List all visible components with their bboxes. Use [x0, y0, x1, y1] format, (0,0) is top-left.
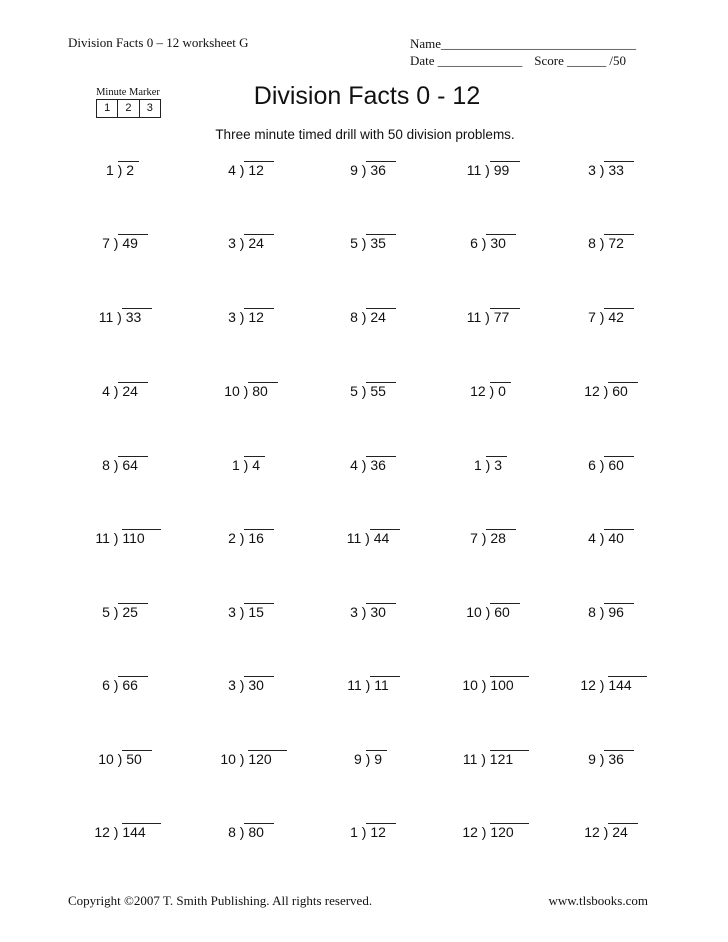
answer-line[interactable] [428, 592, 548, 604]
problem-text: 10 ) 80 [224, 383, 268, 399]
division-problem [186, 445, 306, 473]
problem-text: 6 ) 60 [588, 457, 624, 473]
division-problem [186, 223, 306, 251]
problem-text: 4 ) 40 [588, 530, 624, 546]
answer-line[interactable] [60, 445, 180, 457]
division-problem [546, 445, 666, 473]
answer-line[interactable] [186, 150, 306, 162]
division-problem [546, 150, 666, 178]
answer-line[interactable] [60, 371, 180, 383]
division-problem [308, 297, 428, 325]
problem-text: 2 ) 16 [228, 530, 264, 546]
answer-line[interactable] [60, 518, 180, 530]
problem-text: 10 ) 50 [98, 751, 142, 767]
answer-line[interactable] [60, 812, 180, 824]
answer-line[interactable] [546, 812, 666, 824]
division-problem [428, 665, 548, 693]
problem-text: 12 ) 144 [580, 677, 632, 693]
division-problem [546, 297, 666, 325]
minute-marker-cell[interactable]: 1 [97, 100, 118, 117]
problem-text: 9 ) 36 [350, 162, 386, 178]
problem-text: 3 ) 30 [228, 677, 264, 693]
problem-text: 8 ) 80 [228, 824, 264, 840]
answer-line[interactable] [428, 371, 548, 383]
division-problem [546, 223, 666, 251]
minute-marker-label: Minute Marker [96, 87, 160, 98]
division-problem [546, 739, 666, 767]
answer-line[interactable] [308, 592, 428, 604]
answer-line[interactable] [60, 739, 180, 751]
division-problem [60, 150, 180, 178]
division-problem [60, 297, 180, 325]
division-problem [428, 371, 548, 399]
problem-text: 7 ) 28 [470, 530, 506, 546]
problem-text: 12 ) 120 [462, 824, 514, 840]
answer-line[interactable] [60, 150, 180, 162]
problem-text: 3 ) 15 [228, 604, 264, 620]
answer-line[interactable] [186, 739, 306, 751]
name-date-score-block [410, 35, 636, 69]
answer-line[interactable] [308, 739, 428, 751]
division-problem [428, 518, 548, 546]
answer-line[interactable] [308, 812, 428, 824]
answer-line[interactable] [428, 223, 548, 235]
division-problem [186, 592, 306, 620]
division-problem [428, 223, 548, 251]
problem-text: 3 ) 33 [588, 162, 624, 178]
answer-line[interactable] [308, 665, 428, 677]
answer-line[interactable] [186, 665, 306, 677]
answer-line[interactable] [546, 445, 666, 457]
date-line: Date _____________ [410, 53, 523, 68]
answer-line[interactable] [308, 297, 428, 309]
answer-line[interactable] [308, 518, 428, 530]
answer-line[interactable] [546, 518, 666, 530]
answer-line[interactable] [546, 371, 666, 383]
problem-text: 5 ) 35 [350, 235, 386, 251]
problem-text: 1 ) 2 [105, 162, 134, 178]
answer-line[interactable] [60, 665, 180, 677]
answer-line[interactable] [546, 223, 666, 235]
division-problem [308, 812, 428, 840]
minute-marker-cell[interactable]: 3 [146, 102, 153, 114]
problem-text: 10 ) 60 [466, 604, 510, 620]
division-problem [428, 445, 548, 473]
answer-line[interactable] [308, 371, 428, 383]
division-problem [186, 812, 306, 840]
problem-text: 6 ) 66 [102, 677, 138, 693]
problem-text: 9 ) 9 [353, 751, 382, 767]
page-subtitle: Three minute timed drill with 50 division problems. [215, 127, 515, 142]
answer-line[interactable] [186, 223, 306, 235]
answer-line[interactable] [546, 665, 666, 677]
division-problem [428, 739, 548, 767]
problem-text: 8 ) 96 [588, 604, 624, 620]
problem-text: 11 ) 44 [346, 530, 390, 546]
division-problem [308, 739, 428, 767]
division-problem [186, 518, 306, 546]
division-problem [546, 371, 666, 399]
problem-text: 4 ) 36 [350, 457, 386, 473]
problem-text: 1 ) 4 [231, 457, 260, 473]
division-problem [308, 150, 428, 178]
division-problem [308, 445, 428, 473]
problem-text: 11 ) 121 [462, 751, 514, 767]
problem-text: 12 ) 60 [584, 383, 628, 399]
answer-line[interactable] [308, 223, 428, 235]
problem-text: 8 ) 72 [588, 235, 624, 251]
answer-line[interactable] [308, 150, 428, 162]
problem-text: 9 ) 36 [588, 751, 624, 767]
answer-line[interactable] [186, 297, 306, 309]
name-line: Name______________________________ [410, 36, 637, 51]
division-problem [546, 665, 666, 693]
problem-text: 11 ) 11 [347, 677, 389, 693]
problem-text: 7 ) 49 [102, 235, 138, 251]
answer-line[interactable] [546, 739, 666, 751]
problem-text: 1 ) 12 [350, 824, 386, 840]
division-problem [428, 150, 548, 178]
division-problem [60, 371, 180, 399]
division-problem [308, 371, 428, 399]
division-problem [546, 592, 666, 620]
answer-line[interactable] [428, 665, 548, 677]
answer-line[interactable] [428, 518, 548, 530]
answer-line[interactable] [428, 445, 548, 457]
problem-text: 10 ) 100 [462, 677, 514, 693]
problem-text: 3 ) 24 [228, 235, 264, 251]
problem-text: 10 ) 120 [220, 751, 272, 767]
answer-line[interactable] [546, 297, 666, 309]
answer-line[interactable] [308, 445, 428, 457]
answer-line[interactable] [428, 150, 548, 162]
problem-text: 4 ) 12 [228, 162, 264, 178]
score-line: Score ______ /50 [534, 53, 627, 68]
problem-text: 12 ) 144 [94, 824, 146, 840]
division-problem [186, 739, 306, 767]
worksheet-header-title: Division Facts 0 – 12 worksheet G [68, 35, 249, 50]
problem-text: 7 ) 42 [588, 309, 624, 325]
division-problem [428, 297, 548, 325]
problem-text: 8 ) 64 [102, 457, 138, 473]
division-problem [308, 592, 428, 620]
website-url: www.tlsbooks.com [548, 893, 648, 908]
division-problem [186, 150, 306, 178]
answer-line[interactable] [60, 223, 180, 235]
answer-line[interactable] [186, 812, 306, 824]
division-problem [186, 665, 306, 693]
division-problem [60, 223, 180, 251]
problem-text: 12 ) 0 [470, 383, 506, 399]
problem-text: 5 ) 25 [102, 604, 138, 620]
division-problem [186, 371, 306, 399]
answer-line[interactable] [428, 297, 548, 309]
answer-line[interactable] [546, 592, 666, 604]
problem-text: 12 ) 24 [584, 824, 628, 840]
division-problem [428, 592, 548, 620]
problem-text: 3 ) 12 [228, 309, 264, 325]
answer-line[interactable] [60, 297, 180, 309]
answer-line[interactable] [60, 592, 180, 604]
problem-text: 11 ) 110 [95, 530, 145, 546]
minute-marker-cell[interactable]: 2 [118, 100, 139, 117]
answer-line[interactable] [428, 812, 548, 824]
problem-text: 3 ) 30 [350, 604, 386, 620]
division-problem [308, 665, 428, 693]
answer-line[interactable] [186, 592, 306, 604]
division-problem [308, 518, 428, 546]
division-problem [60, 445, 180, 473]
division-problem [60, 518, 180, 546]
answer-line[interactable] [186, 371, 306, 383]
problem-text: 11 ) 77 [466, 309, 510, 325]
problem-text: 6 ) 30 [470, 235, 506, 251]
division-problem [60, 739, 180, 767]
division-problem [60, 812, 180, 840]
answer-line[interactable] [186, 518, 306, 530]
problem-text: 11 ) 33 [98, 309, 142, 325]
division-problem [308, 223, 428, 251]
answer-line[interactable] [428, 739, 548, 751]
problem-text: 8 ) 24 [350, 309, 386, 325]
answer-line[interactable] [186, 445, 306, 457]
answer-line[interactable] [546, 150, 666, 162]
problem-text: 5 ) 55 [350, 383, 386, 399]
problem-grid [60, 150, 680, 855]
copyright-notice: Copyright ©2007 T. Smith Publishing. All rights reserved. [68, 893, 373, 908]
division-problem [60, 665, 180, 693]
division-problem [546, 518, 666, 546]
problem-text: 11 ) 99 [466, 162, 510, 178]
page-title: Division Facts 0 - 12 [253, 82, 481, 110]
division-problem [546, 812, 666, 840]
division-problem [428, 812, 548, 840]
division-problem [186, 297, 306, 325]
division-problem [60, 592, 180, 620]
problem-text: 1 ) 3 [473, 457, 502, 473]
problem-text: 4 ) 24 [102, 383, 138, 399]
